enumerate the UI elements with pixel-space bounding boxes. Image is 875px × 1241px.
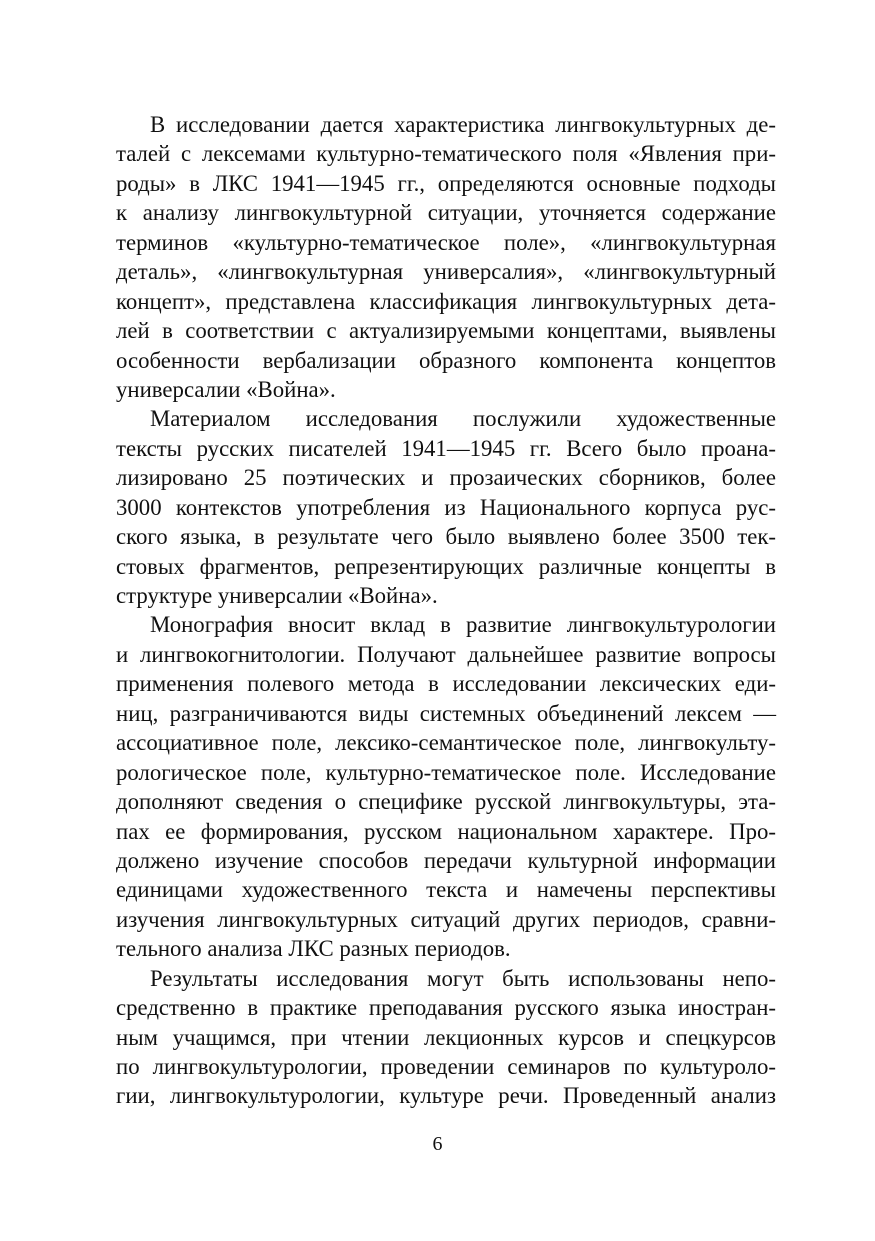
- body-text: [116, 110, 776, 1111]
- paragraph-2: [116, 404, 776, 610]
- text-line: средственно в практике преподавания русского языка иностран-: [116, 995, 776, 1021]
- text-line: Монография вносит вклад в развитие лингвокультурологии: [150, 612, 776, 638]
- text-line: и лингвокогнитологии. Получают дальнейшее развитие вопросы: [116, 641, 776, 667]
- text-line: стовых фрагментов, репрезентирующих различные концепты в: [116, 553, 776, 579]
- text-line: лей в соответствии с актуализируемыми концептами, выявлены: [116, 318, 776, 344]
- paragraph-1: [116, 110, 776, 404]
- text-line: гии, лингвокультурологии, культуре речи. Проведенный анализ: [116, 1083, 776, 1109]
- text-line: В исследовании дается характеристика лингвокультурных де-: [150, 112, 776, 137]
- text-line: применения полевого метода в исследовании лексических еди-: [116, 671, 776, 697]
- text-line: Результаты исследования могут быть использованы непо-: [150, 965, 776, 991]
- text-line: ассоциативное поле, лексико-семантическое поле, лингвокульту-: [116, 730, 776, 756]
- text-line: роды» в ЛКС 1941—1945 гг., определяются основные подходы: [116, 170, 776, 196]
- text-line: к анализу лингвокультурной ситуации, уточняется содержание: [116, 200, 776, 226]
- text-line: рологическое поле, культурно-тематическое поле. Исследование: [116, 759, 776, 785]
- text-line: тексты русских писателей 1941—1945 гг. Всего было проана-: [116, 435, 776, 461]
- text-line: деталь», «лингвокультурная универсалия», «лингвокультурный: [116, 259, 776, 285]
- text-line: должено изучение способов передачи культурной информации: [116, 847, 776, 873]
- text-line: талей с лексемами культурно-тематического поля «Явления при-: [116, 141, 776, 167]
- text-line: терминов «культурно-тематическое поле», «лингвокультурная: [116, 229, 776, 255]
- text-line: 3000 контекстов употребления из Национального корпуса рус-: [116, 494, 776, 520]
- text-line: универсалии «Война».: [116, 376, 336, 402]
- paragraph-3: [116, 610, 776, 963]
- paragraph-4: [116, 964, 776, 1111]
- text-line: тельного анализа ЛКС разных периодов.: [116, 936, 511, 962]
- text-line: ниц, разграничиваются виды системных объединений лексем —: [116, 700, 776, 726]
- text-line: пах ее формирования, русском национальном характере. Про-: [116, 818, 776, 844]
- text-line: ным учащимся, при чтении лекционных курсов и спецкурсов: [116, 1024, 776, 1050]
- text-line: лизировано 25 поэтических и прозаических сборников, более: [116, 465, 776, 491]
- text-line: Материалом исследования послужили художественные: [150, 406, 776, 432]
- page-number: 6: [432, 1133, 443, 1155]
- text-line: концепт», представлена классификация лингвокультурных дета-: [116, 288, 776, 314]
- text-line: единицами художественного текста и намечены перспективы: [116, 877, 776, 903]
- text-line: по лингвокультурологии, проведении семинаров по культуроло-: [116, 1054, 776, 1079]
- text-line: ского языка, в результате чего было выявлено более 3500 тек-: [116, 524, 776, 550]
- text-line: структуре универсалии «Война».: [116, 583, 438, 608]
- text-line: особенности вербализации образного компонента концептов: [116, 347, 776, 373]
- text-line: изучения лингвокультурных ситуаций других периодов, сравни-: [116, 906, 776, 932]
- text-line: дополняют сведения о специфике русской лингвокультуры, эта-: [116, 789, 776, 815]
